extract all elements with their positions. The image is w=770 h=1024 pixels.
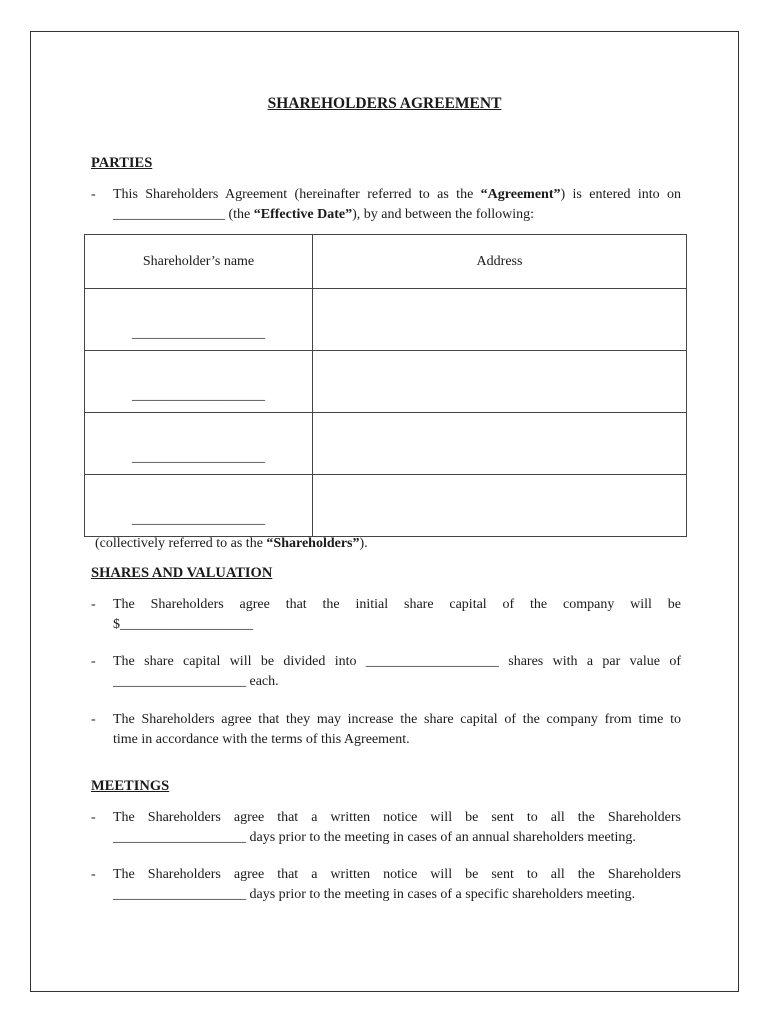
bullet-dash: -: [91, 810, 96, 825]
intro-text-2: ) is entered into on: [560, 187, 681, 202]
meetings-item-specific: [91, 865, 681, 905]
bullet-dash: -: [91, 654, 96, 669]
header-shareholder-name: Shareholder’s name: [85, 235, 313, 289]
agreement-term: “Agreement”: [480, 187, 561, 202]
meetings-item1-line1: The Shareholders agree that a written notice will be sent to all the Shareholders: [113, 810, 681, 825]
shares-item-initial-capital: [91, 595, 681, 635]
meetings-item1-line2: ___________________ days prior to the meeting in cases of an annual shareholders meeting.: [113, 830, 636, 845]
bullet-dash: -: [91, 597, 96, 612]
shareholder-address-cell[interactable]: [313, 351, 687, 413]
bullet-dash: -: [91, 712, 96, 727]
shares-item2-line2: ___________________ each.: [113, 674, 279, 689]
shareholder-name-blank[interactable]: ___________________: [85, 351, 313, 413]
shareholders-term: “Shareholders”: [266, 536, 360, 551]
intro-text-1: This Shareholders Agreement (hereinafter referred to as the: [113, 187, 481, 202]
intro-text-4: ), by and between the following:: [352, 207, 535, 222]
parties-intro: [91, 185, 681, 225]
shares-heading: SHARES AND VALUATION: [91, 565, 273, 581]
header-address: Address: [313, 235, 687, 289]
bullet-dash: -: [91, 867, 96, 882]
collective-post: ).: [359, 536, 368, 551]
shareholder-address-cell[interactable]: [313, 289, 687, 351]
table-row: [85, 475, 687, 537]
shares-item2-line1: The share capital will be divided into ___________________ shares with a par value of: [113, 654, 681, 669]
parties-intro-line1: [113, 185, 681, 205]
shares-item-division: [91, 652, 681, 692]
meetings-heading: MEETINGS: [91, 778, 170, 794]
shareholder-address-cell[interactable]: [313, 475, 687, 537]
shares-item-increase: [91, 710, 681, 750]
shares-item1-line1: The Shareholders agree that the initial share capital of the company will be: [113, 597, 681, 612]
meetings-item2-line2: ___________________ days prior to the meeting in cases of a specific shareholders meeting.: [113, 887, 636, 902]
shareholder-name-blank[interactable]: ___________________: [85, 413, 313, 475]
table-row: [85, 351, 687, 413]
document-title: SHAREHOLDERS AGREEMENT: [267, 95, 502, 112]
effective-date-blank: ________________ (the: [113, 207, 254, 222]
parties-heading: PARTIES: [91, 155, 153, 171]
shares-item3-line2: time in accordance with the terms of this Agreement.: [113, 732, 410, 747]
shareholder-name-blank[interactable]: ___________________: [85, 289, 313, 351]
table-row: [85, 289, 687, 351]
table-row: [85, 413, 687, 475]
bullet-dash: -: [91, 187, 96, 202]
parties-intro-line2: [113, 205, 681, 225]
table-header-row: [85, 235, 687, 289]
shares-item1-line2: $___________________: [113, 617, 253, 632]
document-page: [30, 31, 739, 992]
collective-pre: (collectively referred to as the: [95, 536, 267, 551]
collective-note: [95, 536, 368, 552]
shareholders-table: [84, 234, 687, 537]
shareholder-name-blank[interactable]: ___________________: [85, 475, 313, 537]
shares-item3-line1: The Shareholders agree that they may increase the share capital of the company from time to: [113, 712, 681, 727]
shareholder-address-cell[interactable]: [313, 413, 687, 475]
effective-date-term: “Effective Date”: [253, 207, 353, 222]
meetings-item-annual: [91, 808, 681, 848]
meetings-item2-line1: The Shareholders agree that a written notice will be sent to all the Shareholders: [113, 867, 681, 882]
